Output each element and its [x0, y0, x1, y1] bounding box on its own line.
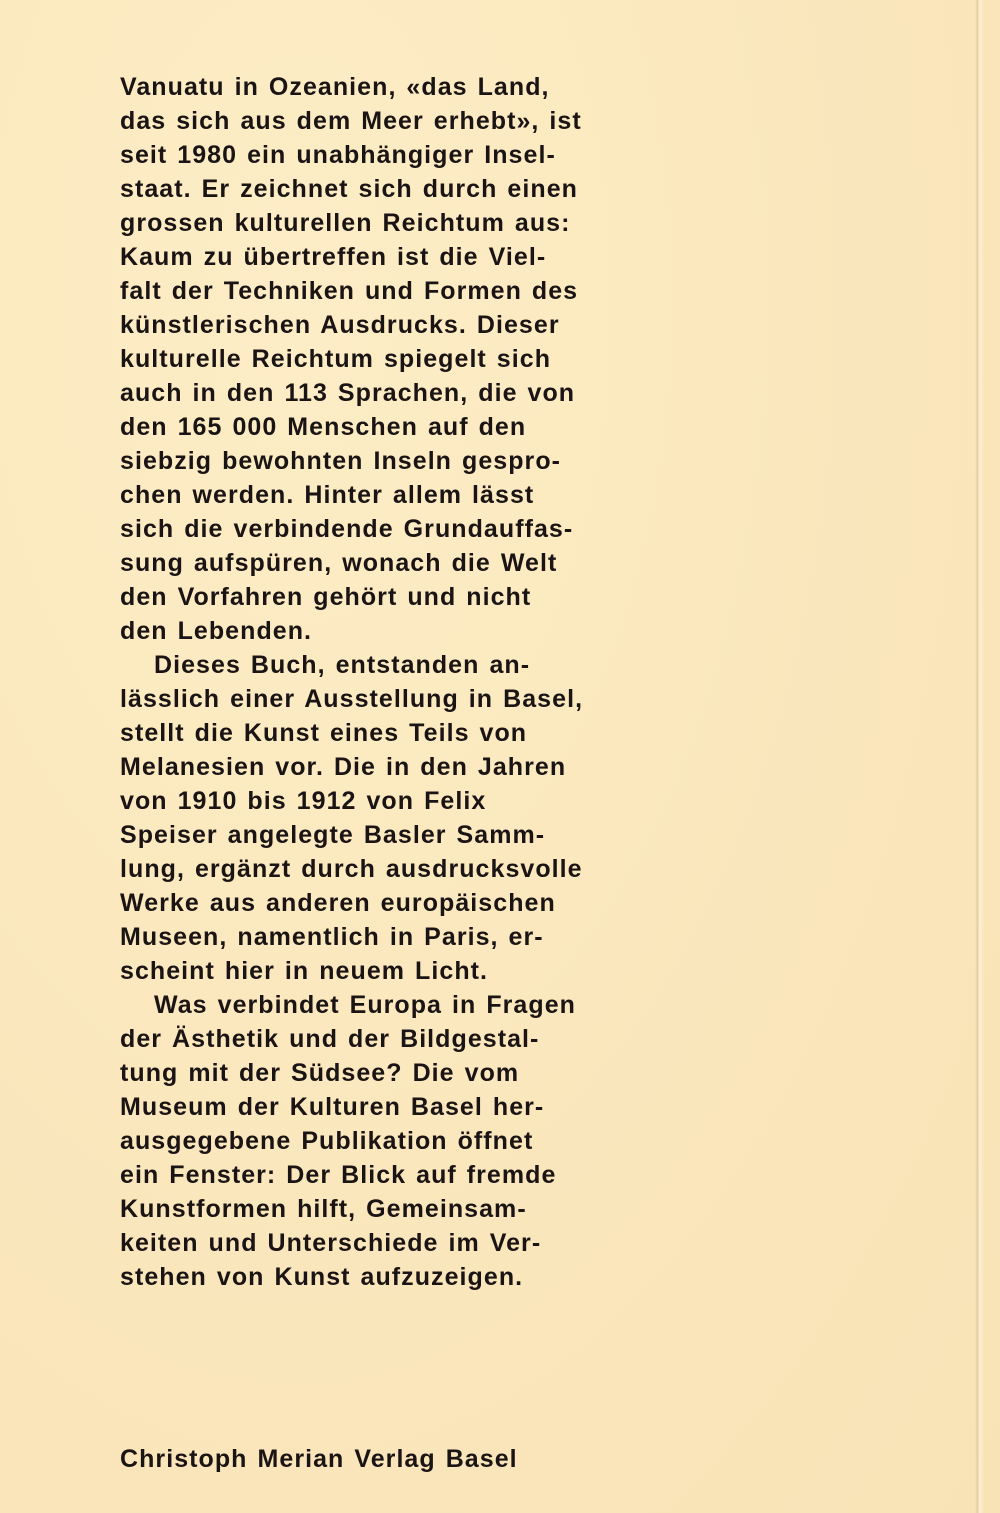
text-line: grossen kulturellen Reichtum aus: [120, 209, 571, 237]
text-line: siebzig bewohnten Inseln gespro- [120, 447, 562, 475]
text-line: lung, ergänzt durch ausdrucksvolle [120, 855, 583, 883]
text-line: falt der Techniken und Formen des [120, 277, 579, 305]
text-line: scheint hier in neuem Licht. [120, 957, 489, 985]
text-line: von 1910 bis 1912 von Felix [120, 787, 487, 815]
text-line: Kunstformen hilft, Gemeinsam- [120, 1195, 527, 1223]
text-line: Speiser angelegte Basler Samm- [120, 821, 546, 849]
text-line: kulturelle Reichtum spiegelt sich [120, 345, 552, 373]
text-line: ein Fenster: Der Blick auf fremde [120, 1161, 557, 1189]
publisher-imprint: Christoph Merian Verlag Basel [120, 1445, 518, 1473]
cover-blurb [120, 70, 620, 1294]
text-line: Museum der Kulturen Basel her- [120, 1093, 545, 1121]
text-line: stehen von Kunst aufzuzeigen. [120, 1263, 524, 1291]
paragraph-question [120, 988, 620, 1294]
text-line: staat. Er zeichnet sich durch einen [120, 175, 578, 203]
text-line: keiten und Unterschiede im Ver- [120, 1229, 542, 1257]
text-line: den Lebenden. [120, 617, 313, 645]
text-line: sung aufspüren, wonach die Welt [120, 549, 558, 577]
text-line: Vanuatu in Ozeanien, «das Land, [120, 73, 550, 101]
text-line: chen werden. Hinter allem lässt [120, 481, 535, 509]
text-line: auch in den 113 Sprachen, die von [120, 379, 576, 407]
paragraph-intro [120, 70, 620, 648]
text-line: den 165 000 Menschen auf den [120, 413, 527, 441]
text-line: Was verbindet Europa in Fragen [154, 991, 576, 1019]
text-line: den Vorfahren gehört und nicht [120, 583, 532, 611]
text-line: Museen, namentlich in Paris, er- [120, 923, 544, 951]
text-line: der Ästhetik und der Bildgestal- [120, 1025, 540, 1053]
text-line: stellt die Kunst eines Teils von [120, 719, 528, 747]
text-line: ausgegebene Publikation öffnet [120, 1127, 534, 1155]
text-line: Werke aus anderen europäischen [120, 889, 556, 917]
text-line: Melanesien vor. Die in den Jahren [120, 753, 567, 781]
text-line: tung mit der Südsee? Die vom [120, 1059, 520, 1087]
text-line: Kaum zu übertreffen ist die Viel- [120, 243, 547, 271]
text-line: lässlich einer Ausstellung in Basel, [120, 685, 584, 713]
text-line: Dieses Buch, entstanden an- [154, 651, 531, 679]
text-line: das sich aus dem Meer erhebt», ist [120, 107, 582, 135]
paragraph-book-description [120, 648, 620, 988]
text-line: sich die verbindende Grundauffas- [120, 515, 574, 543]
text-line: künstlerischen Ausdrucks. Dieser [120, 311, 560, 339]
text-line: seit 1980 ein unabhängiger Insel- [120, 141, 556, 169]
spine-fold-line [977, 0, 980, 1513]
